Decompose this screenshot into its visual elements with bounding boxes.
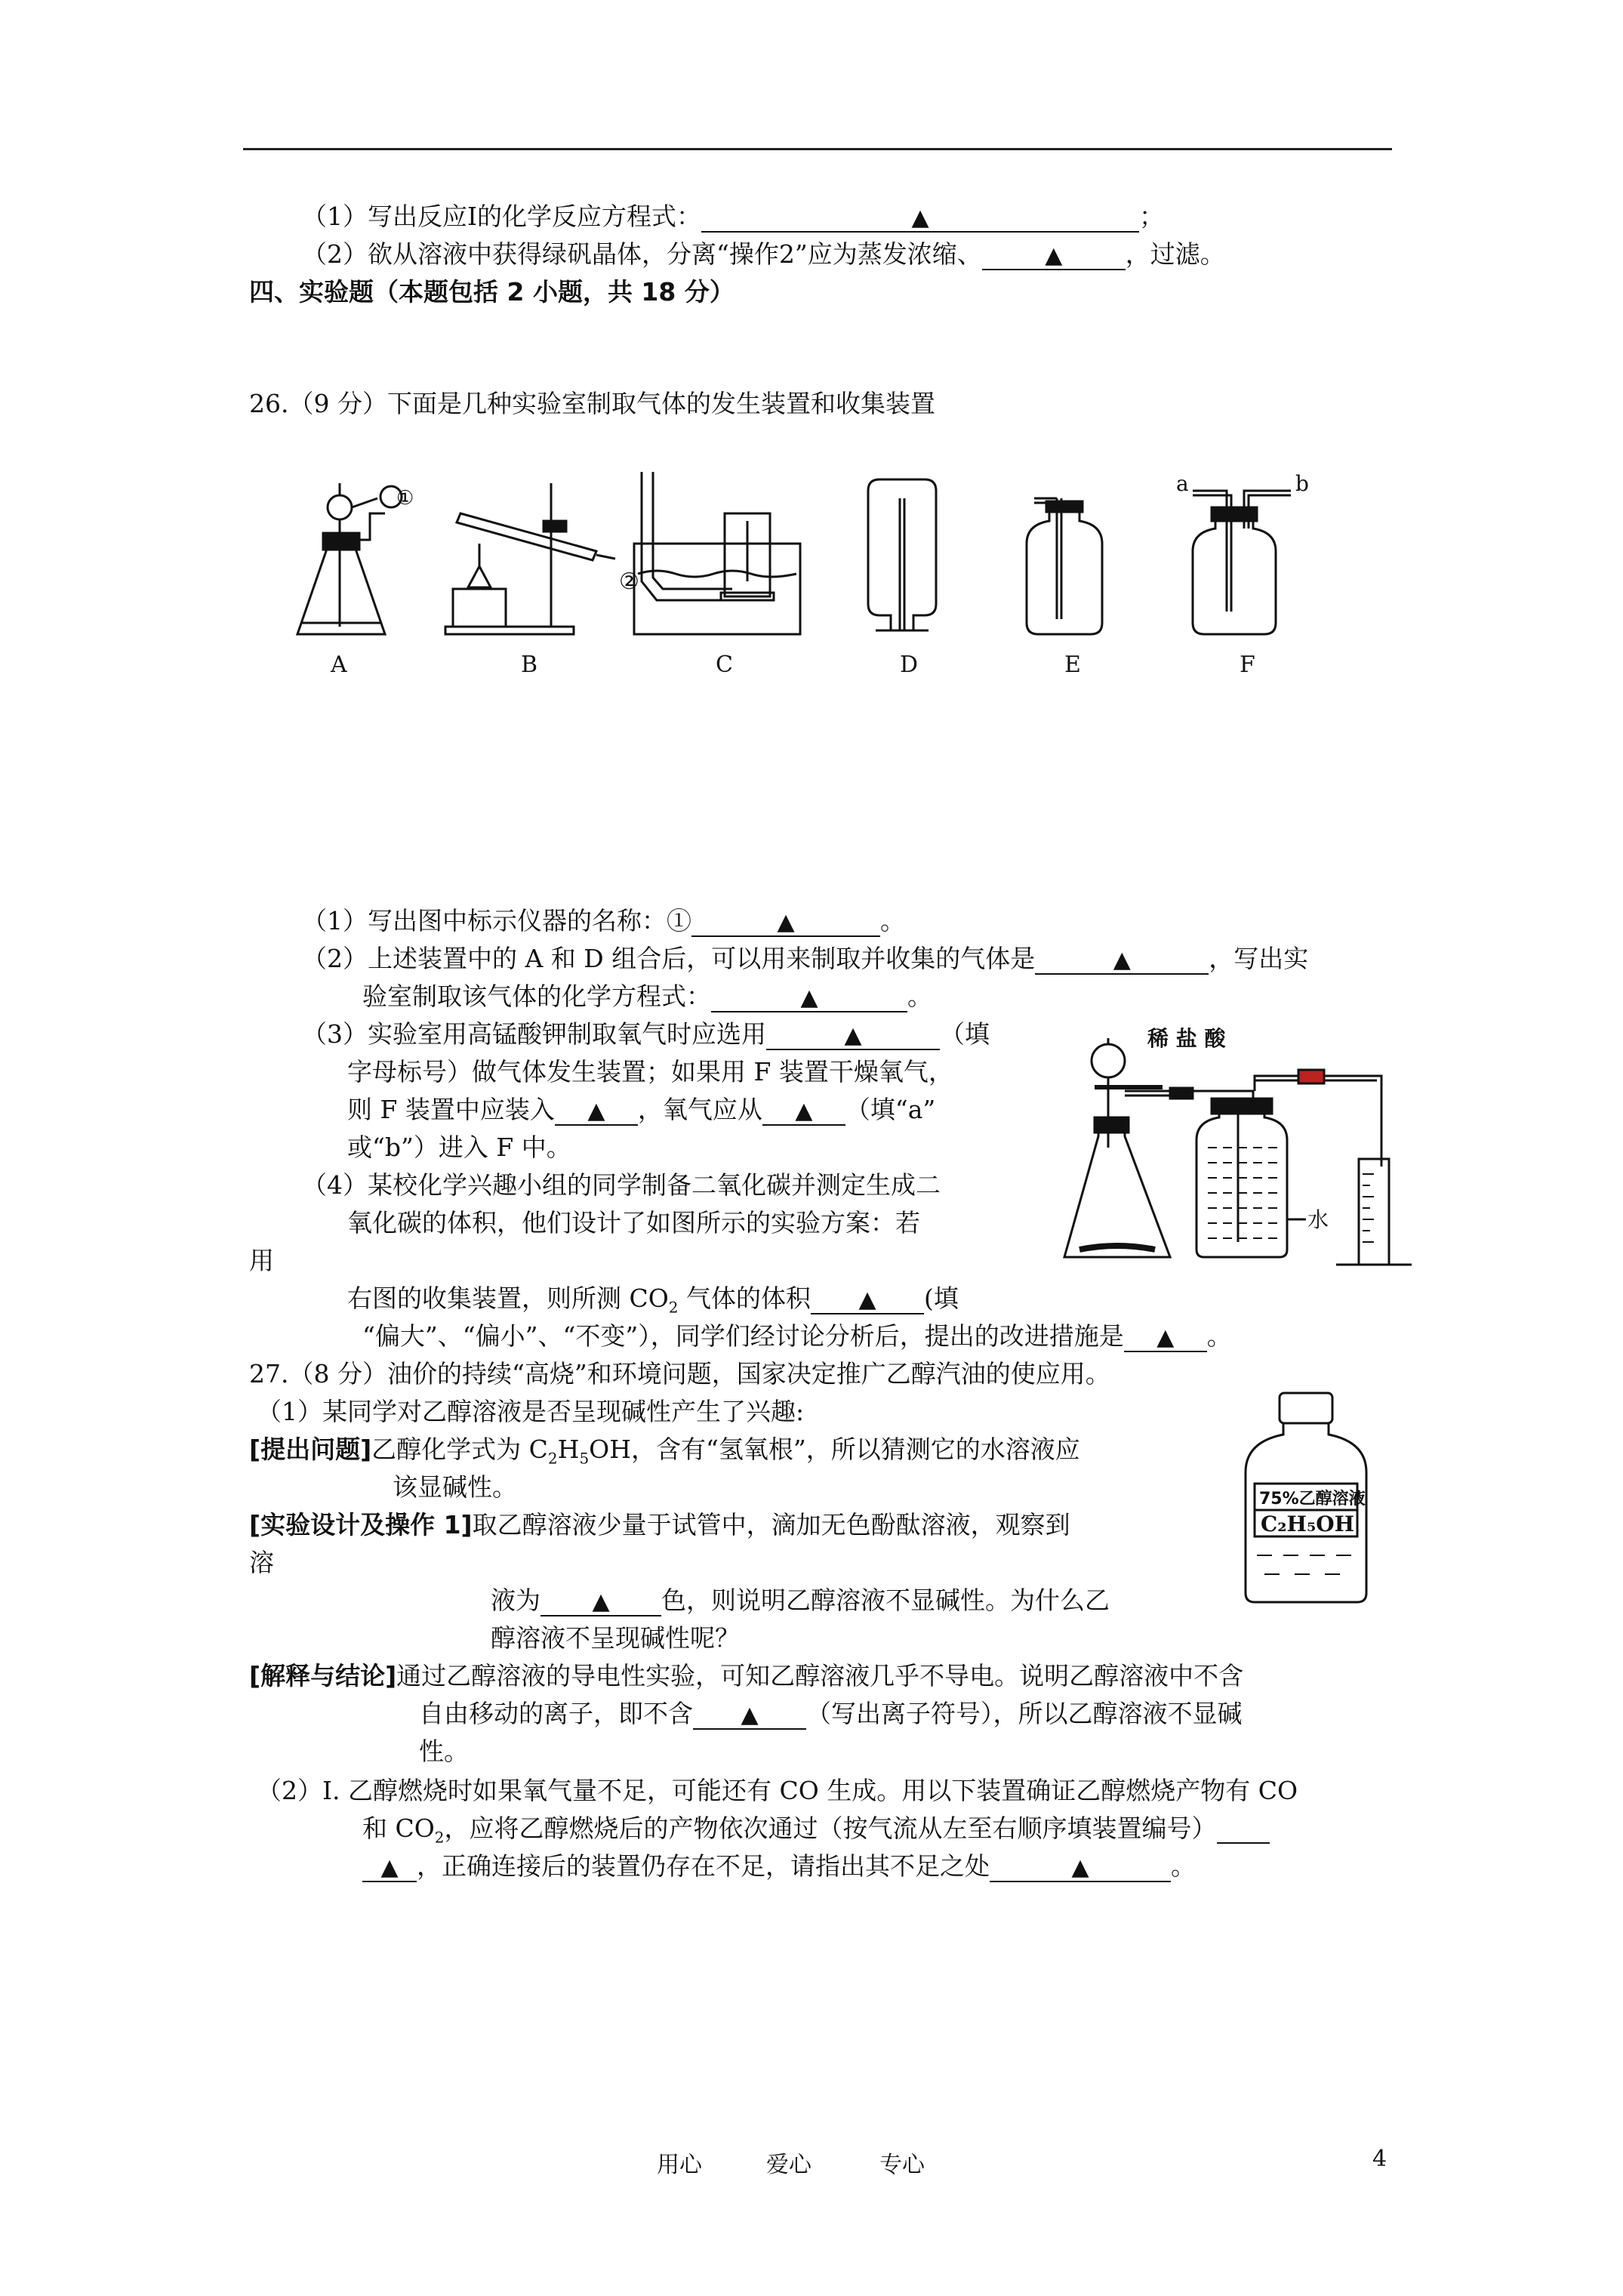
q27-experiment: [实验设计及操作 1]取乙醇溶液少量于试管中，滴加无色酚酞溶液，观察到 — [249, 1510, 1070, 1539]
bottle-label-2: C₂H₅OH — [1261, 1512, 1355, 1536]
apparatus-a — [297, 483, 402, 634]
q26-title: 26.（9 分）下面是几种实验室制取气体的发生装置和收集装置 — [249, 389, 935, 418]
q25-line2: （2）欲从溶液中获得绿矾晶体，分离“操作2”应为蒸发浓缩、 ▲ ，过滤。 — [302, 239, 1225, 269]
answer-blank[interactable]: ▲ — [982, 242, 1126, 270]
answer-blank[interactable]: ▲ — [540, 1588, 661, 1616]
section-heading: 四、实验题（本题包括 2 小题，共 18 分） — [249, 277, 735, 307]
q26-s3: （3）实验室用高锰酸钾制取氧气时应选用 ▲ （填 — [302, 1019, 990, 1049]
q26-s4c: 用 — [249, 1246, 274, 1275]
label-d: D — [900, 652, 919, 678]
apparatus-f — [1193, 491, 1291, 634]
apparatus-b — [445, 483, 615, 634]
q26-s1: （1）写出图中标示仪器的名称：① ▲ 。 — [302, 906, 905, 935]
q25-line1: （1）写出反应Ⅰ的化学反应方程式： ▲ ； — [302, 202, 1165, 231]
mark-1: ① — [396, 487, 414, 510]
apparatus-figure — [287, 468, 1359, 680]
label-b: B — [521, 652, 538, 678]
q26-s3b: 字母标号）做气体发生装置；如果用 F 装置干燥氧气， — [347, 1057, 953, 1086]
answer-blank[interactable]: ▲ — [362, 1854, 417, 1882]
port-b: b — [1295, 471, 1309, 496]
apparatus-d — [868, 479, 936, 630]
label-a: A — [331, 652, 347, 678]
mark-2: ② — [619, 569, 639, 595]
answer-blank[interactable]: ▲ — [691, 908, 880, 937]
q27-p2a: （2）Ⅰ. 乙醇燃烧时如果氧气量不足，可能还有 CO 生成。用以下装置确证乙醇燃烧产物有 CO — [257, 1776, 1298, 1805]
q26-s3c: 则 F 装置中应装入 ▲ ，氧气应从 ▲ （填“a” — [347, 1095, 936, 1124]
label-c: C — [716, 652, 733, 678]
q26-s4a: （4）某校化学兴趣小组的同学制备二氧化碳并测定生成二 — [302, 1170, 941, 1200]
q26-s2b: 验室制取该气体的化学方程式： ▲ 。 — [362, 982, 932, 1011]
q27-p2c: ▲ ，正确连接后的装置仍存在不足，请指出其不足之处 ▲ 。 — [362, 1854, 1196, 1882]
q26-s4d: 右图的收集装置，则所测 $CO_2$ 气体的体积 ▲ (填 — [347, 1284, 959, 1317]
q27-question-2: 该显碱性。 — [393, 1472, 517, 1502]
q27-question: [提出问题]乙醇化学式为 $C_2H_5OH$，含有“氢氧根”，所以猜测它的水溶液应 — [249, 1435, 1080, 1468]
q27-conclusion-3: 性。 — [419, 1737, 469, 1766]
answer-blank[interactable]: ▲ — [811, 1286, 924, 1314]
acid-label: 稀 盐 酸 — [1147, 1026, 1226, 1051]
answer-blank[interactable]: ▲ — [711, 984, 907, 1012]
port-a: a — [1176, 471, 1189, 496]
q27-experiment-2: 溶 — [249, 1548, 274, 1577]
footer-left: 用心 — [657, 2152, 702, 2178]
q26-s4b: 氧化碳的体积，他们设计了如图所示的实验方案：若 — [347, 1208, 920, 1237]
q27-p2b: 和 $CO_2$，应将乙醇燃烧后的产物依次通过（按气流从左至右顺序填装置编号） — [362, 1816, 1270, 1845]
apparatus-e — [1027, 498, 1102, 634]
q26-s3d: 或“b”）进入 F 中。 — [347, 1133, 571, 1162]
apparatus-c — [634, 472, 800, 634]
bottle-label-1: 75%乙醇溶液 — [1259, 1490, 1366, 1509]
answer-blank[interactable]: ▲ — [701, 204, 1139, 233]
answer-blank[interactable]: ▲ — [693, 1701, 806, 1730]
header-rule — [243, 148, 1392, 150]
ethanol-bottle-figure — [1238, 1389, 1374, 1608]
label-f: F — [1240, 652, 1255, 678]
answer-blank[interactable]: ▲ — [1124, 1324, 1207, 1352]
co2-measure-figure — [1057, 1015, 1434, 1272]
q27-p1: （1）某同学对乙醇溶液是否呈现碱性产生了兴趣: — [257, 1397, 805, 1426]
label-e: E — [1064, 652, 1081, 678]
page-number: 4 — [1372, 2146, 1387, 2172]
water-label: 水 — [1307, 1207, 1329, 1232]
answer-blank[interactable]: ▲ — [762, 1097, 845, 1126]
answer-blank[interactable]: ▲ — [1035, 946, 1209, 975]
q27-conclusion-2: 自由移动的离子，即不含 ▲ （写出离子符号），所以乙醇溶液不显碱 — [419, 1699, 1243, 1728]
q27-experiment-3: 液为 ▲ 色，则说明乙醇溶液不显碱性。为什么乙 — [491, 1586, 1110, 1615]
q26-s4e: “偏大”、“偏小”、“不变”），同学们经讨论分析后，提出的改进措施是 ▲ 。 — [362, 1321, 1232, 1351]
q27-experiment-4: 醇溶液不呈现碱性呢？ — [491, 1623, 740, 1653]
answer-blank[interactable]: ▲ — [990, 1854, 1171, 1882]
q27-title: 27.（8 分）油价的持续“高烧”和环境问题，国家决定推广乙醇汽油的使应用。 — [249, 1359, 1110, 1388]
footer-right: 专心 — [879, 2152, 925, 2178]
q26-s2: （2）上述装置中的 A 和 D 组合后，可以用来制取并收集的气体是 ▲ ，写出实 — [302, 944, 1309, 973]
answer-blank[interactable]: ▲ — [555, 1097, 638, 1126]
answer-blank[interactable]: ▲ — [766, 1022, 940, 1050]
footer-mid: 爱心 — [766, 2152, 812, 2178]
answer-blank-start[interactable] — [1217, 1816, 1270, 1844]
q27-conclusion: [解释与结论]通过乙醇溶液的导电性实验，可知乙醇溶液几乎不导电。说明乙醇溶液中不含 — [249, 1661, 1244, 1690]
